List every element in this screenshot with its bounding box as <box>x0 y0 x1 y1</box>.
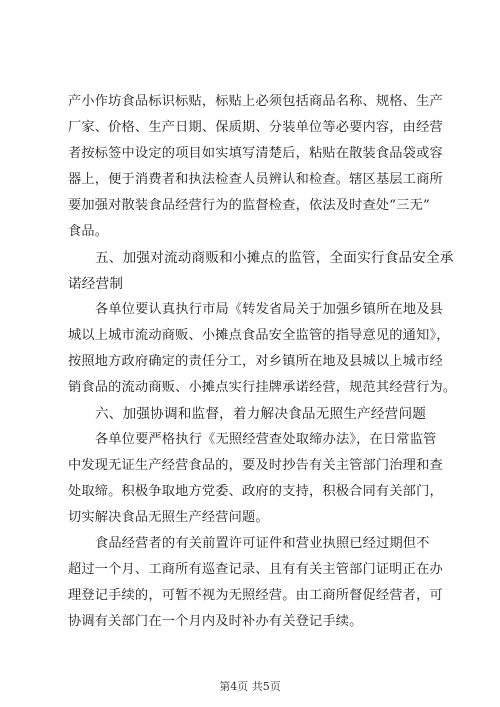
body-line: 食品。 <box>68 224 109 239</box>
body-line: 城以上城市流动商贩、小摊点食品安全监管的指导意见的通知》， <box>68 328 450 343</box>
section-heading-5-cont: 诺经营制 <box>68 276 124 292</box>
body-line: 中发现无证生产经营食品的，要及时抄告有关主管部门治理和查 <box>68 458 443 473</box>
section-heading-5: 五、加强对流动商贩和小摊点的监管，全面实行食品安全承 <box>95 250 454 266</box>
body-line: 食品经营者的有关前置许可证件和营业执照已经过期但不 <box>95 536 430 551</box>
body-line: 各单位要严格执行《无照经营查处取缔办法》，在日常监管 <box>95 432 437 447</box>
body-line: 器上，便于消费者和执法检查人员辨认和检查。辖区基层工商所 <box>68 172 443 187</box>
body-line: 超过一个月、工商所有巡查记录、且有有关主管部门证明正在办 <box>68 562 443 577</box>
body-line: 产小作坊食品标识标贴，标贴上必须包括商品名称、规格、生产 <box>68 94 443 109</box>
body-line: 厂家、价格、生产日期、保质期、分装单位等必要内容，由经营 <box>68 120 443 135</box>
body-line: 销食品的流动商贩、小摊点实行挂牌承诺经营，规范其经营行为。 <box>68 380 457 395</box>
body-line: 处取缔。积极争取地方党委、政府的支持，积极合同有关部门， <box>68 484 443 499</box>
body-line: 各单位要认真执行市局《转发省局关于加强乡镇所在地及县 <box>95 302 444 317</box>
section-heading-6: 六、加强协调和监督，着力解决食品无照生产经营问题 <box>95 406 427 422</box>
body-line: 者按标签中设定的项目如实填写清楚后，粘贴在散装食品袋或容 <box>68 146 443 161</box>
body-line: 切实解决食品无照生产经营问题。 <box>68 510 269 525</box>
body-line: 理登记手续的，可暂不视为无照经营。由工商所督促经营者，可 <box>68 588 443 603</box>
page-number: 第4页 共5页 <box>219 680 281 693</box>
body-line: 要加强对散装食品经营行为的监督检查，依法及时查处“三无” <box>68 198 430 213</box>
body-line: 按照地方政府确定的责任分工，对乡镇所在地及县城以上城市经 <box>68 354 443 369</box>
body-line: 协调有关部门在一个月内及时补办有关登记手续。 <box>68 614 363 629</box>
